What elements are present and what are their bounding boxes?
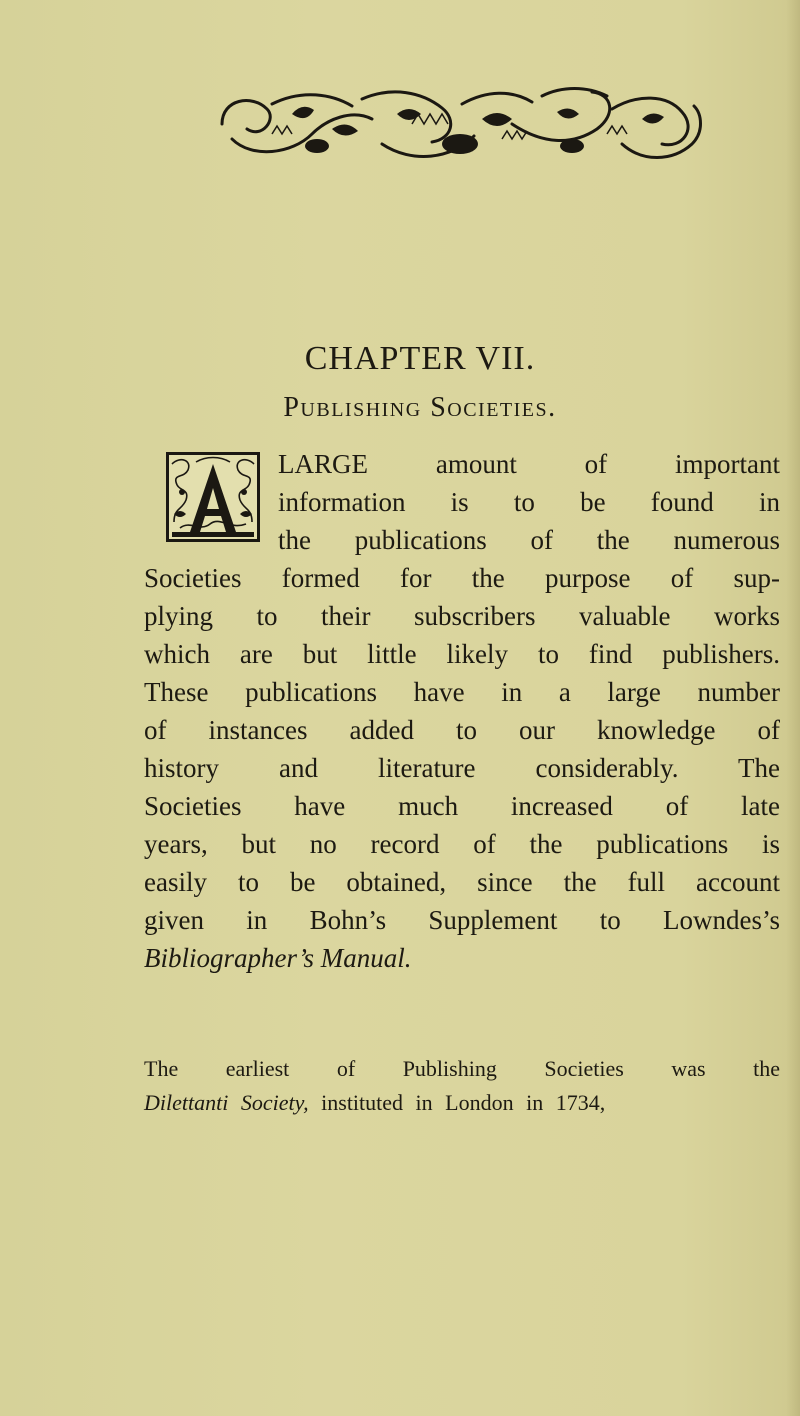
paragraph-line: easily to be obtained, since the full account: [144, 867, 780, 897]
headpiece-ornament: [212, 84, 708, 170]
page-edge-shadow: [786, 0, 800, 1416]
paragraph-line: the publications of the numerous: [278, 525, 780, 555]
paragraph-line: Societies have much increased of late: [144, 791, 780, 821]
paragraph-line-italic: Bibliographer’s Manual.: [144, 943, 412, 973]
paragraph-2-line-2: [144, 1089, 780, 1117]
society-name: Dilettanti Society,: [144, 1090, 309, 1115]
paragraph-line: LARGE amount of important: [278, 449, 780, 479]
paragraph-line: plying to their subscribers valuable works: [144, 601, 780, 631]
paragraph-line: given in Bohn’s Supplement to Lowndes’s: [144, 905, 780, 935]
paragraph-line: years, but no record of the publications is: [144, 829, 780, 859]
paragraph-line: These publications have in a large number: [144, 677, 780, 707]
chapter-subtitle: Publishing Societies.: [283, 392, 557, 423]
decorated-dropcap: [166, 452, 260, 542]
paragraph-line: Societies formed for the purpose of sup-: [144, 563, 780, 593]
paragraph-line: of instances added to our knowledge of: [144, 715, 780, 745]
chapter-title: CHAPTER VII.: [304, 340, 536, 377]
paragraph-2-line-2-rest: instituted in London in 1734,: [308, 1090, 606, 1115]
paragraph-line: information is to be found in: [278, 487, 780, 517]
paragraph-line: history and literature considerably. The: [144, 753, 780, 783]
paragraph-line: which are but little likely to find publishers.: [144, 639, 780, 669]
paragraph-2-line-1: The earliest of Publishing Societies was the: [144, 1056, 780, 1081]
